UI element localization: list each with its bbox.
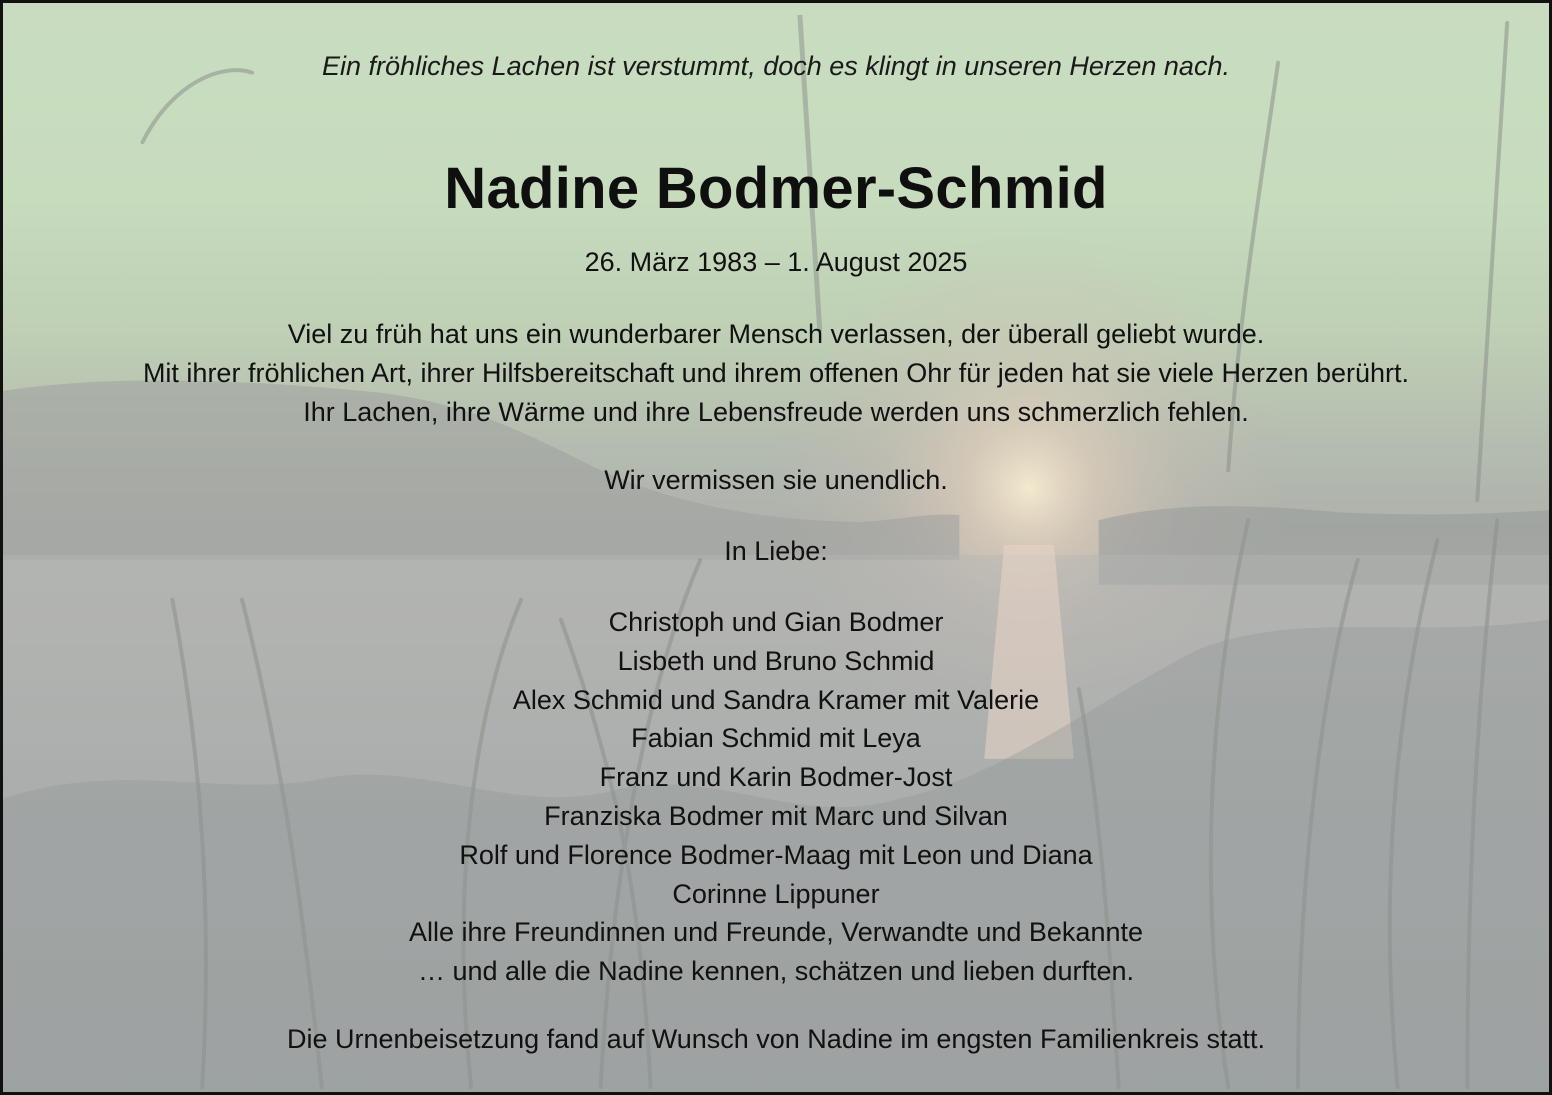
- mourner-entry: Corinne Lippuner: [672, 878, 880, 909]
- motto-quote: Ein fröhliches Lachen ist verstummt, doch es klingt in unseren Herzen nach.: [322, 51, 1230, 81]
- mourners-list: [3, 603, 1549, 991]
- mourner-entry: Alex Schmid und Sandra Kramer mit Valerie: [512, 684, 1040, 715]
- mourner-entry: … und alle die Nadine kennen, schätzen und lieben durften.: [417, 956, 1134, 987]
- tribute-line: Mit ihrer fröhlichen Art, ihrer Hilfsbereitschaft und ihrem offenen Ohr für jeden hat sie viele Herzen berührt.: [142, 358, 1410, 388]
- mourner-entry: Lisbeth und Bruno Schmid: [617, 645, 935, 676]
- burial-note: Die Urnenbeisetzung fand auf Wunsch von Nadine im engsten Familienkreis statt.: [286, 1024, 1265, 1054]
- tribute-line: Viel zu früh hat uns ein wunderbarer Mensch verlassen, der überall geliebt wurde.: [287, 319, 1265, 349]
- mourner-entry: Franziska Bodmer mit Marc und Silvan: [544, 800, 1008, 831]
- mourner-entry: Franz und Karin Bodmer-Jost: [599, 762, 953, 793]
- mourner-entry: Alle ihre Freundinnen und Freunde, Verwandte und Bekannte: [408, 917, 1143, 948]
- life-dates: 26. März 1983 – 1. August 2025: [584, 247, 968, 277]
- mourner-entry: Christoph und Gian Bodmer: [608, 607, 944, 637]
- tribute-line: Ihr Lachen, ihre Wärme und ihre Lebensfreude werden uns schmerzlich fehlen.: [303, 397, 1249, 427]
- deceased-name: Nadine Bodmer-Schmid: [444, 156, 1108, 221]
- in-love-heading: In Liebe:: [724, 536, 828, 566]
- tribute-paragraph: [3, 315, 1549, 432]
- mourner-entry: Fabian Schmid mit Leya: [631, 723, 921, 754]
- miss-line: Wir vermissen sie unendlich.: [604, 465, 948, 495]
- mourner-entry: Rolf und Florence Bodmer-Maag mit Leon und Diana: [459, 839, 1093, 870]
